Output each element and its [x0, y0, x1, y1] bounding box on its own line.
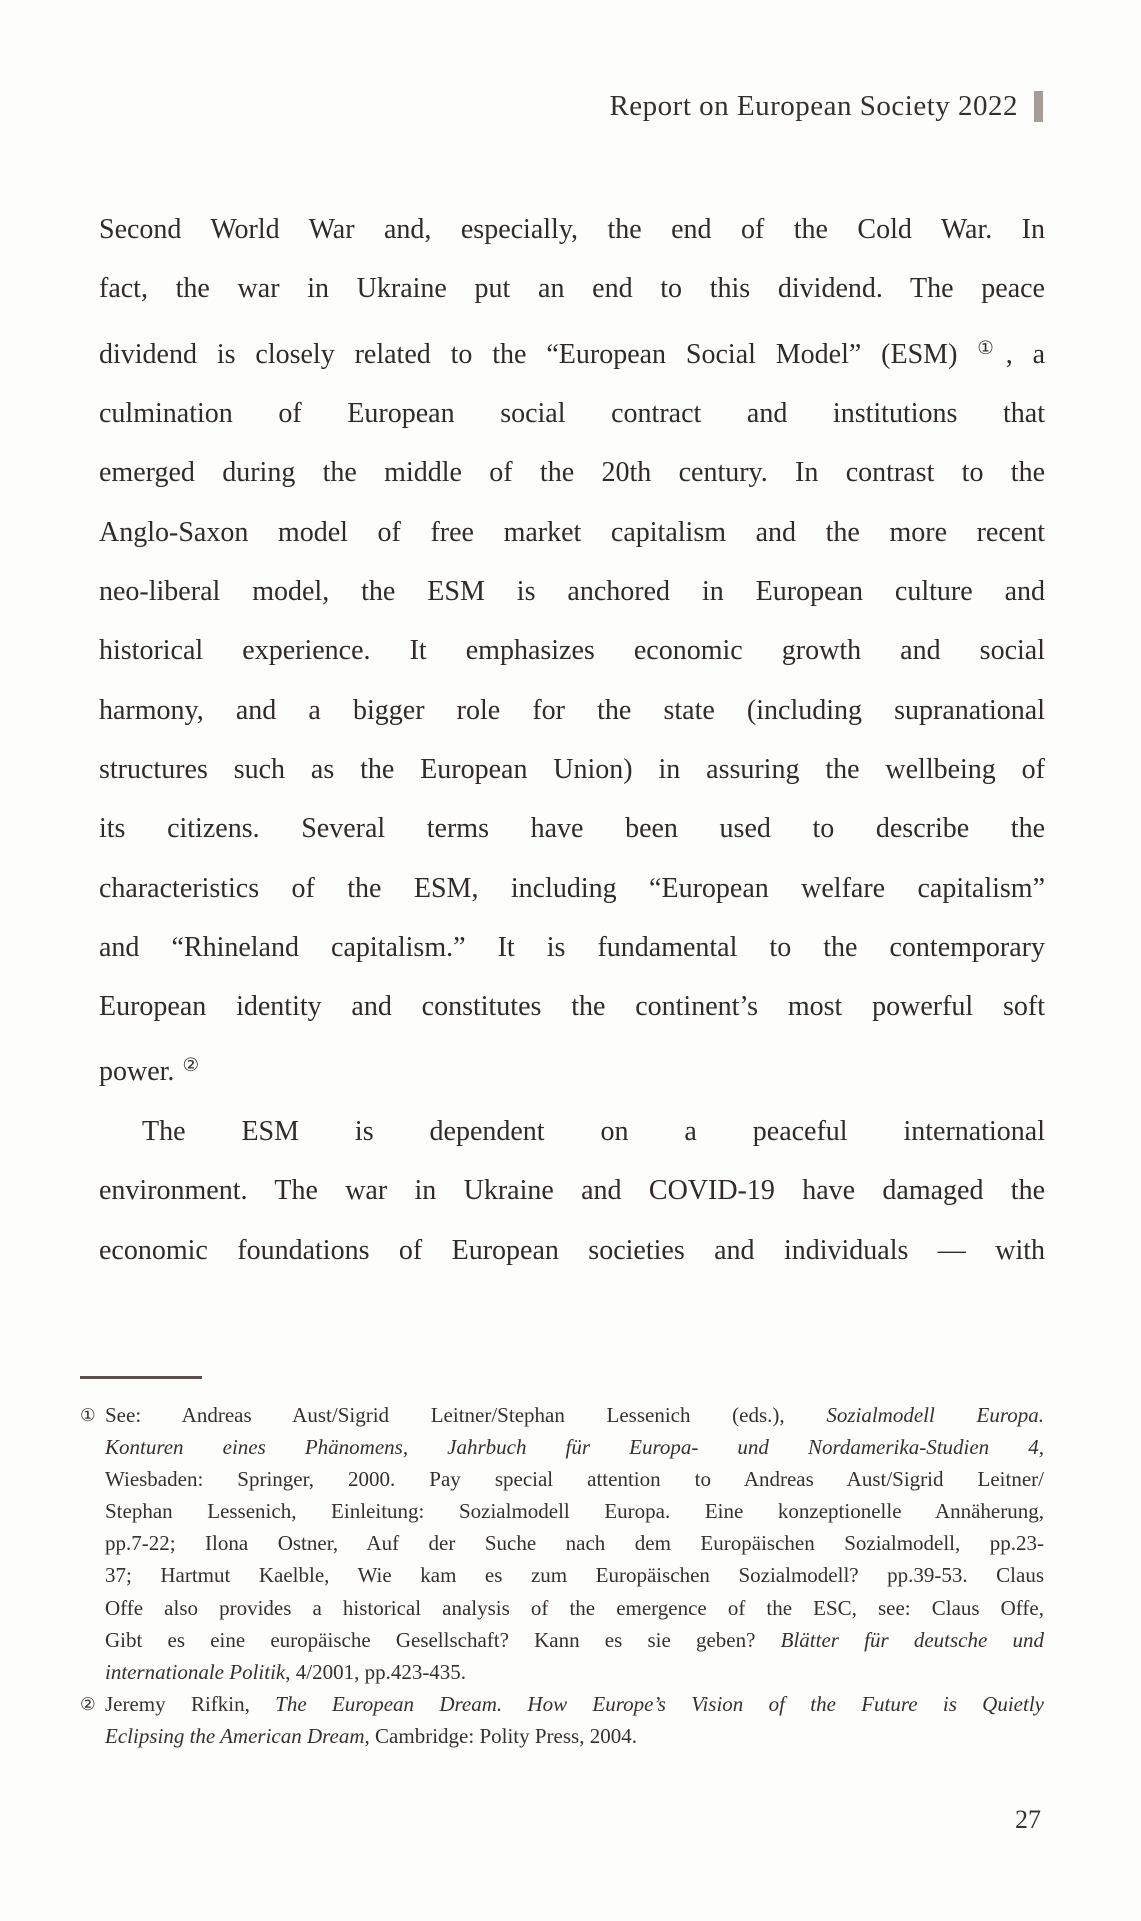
footnotes: [80, 1399, 1044, 1752]
body-line-paragraph-start: The ESM is dependent on a peaceful international: [142, 1115, 1045, 1147]
body-line: historical experience. It emphasizes economic growth and social: [99, 635, 1045, 667]
header-accent-bar: [1034, 91, 1043, 122]
footnote-line: 37; Hartmut Kaelble, Wie kam es zum Europäischen Sozialmodell? pp.39-53. Claus: [105, 1563, 1044, 1588]
footnote-reference-1: ①: [977, 337, 1006, 359]
body-line: Second World War and, especially, the end of the Cold War. In: [99, 214, 1045, 245]
body-line: environment. The war in Ukraine and COVID-19 have damaged the: [99, 1175, 1045, 1207]
body-line: neo-liberal model, the ESM is anchored in European culture and: [99, 576, 1045, 608]
footnote-line: Offe also provides a historical analysis of the emergence of the ESC, see: Claus Offe,: [105, 1595, 1044, 1620]
book-title: Sozialmodell Europa.: [826, 1403, 1044, 1427]
body-line: emerged during the middle of the 20th century. In contrast to the: [99, 457, 1045, 489]
body-text: [99, 200, 1045, 1280]
running-head: [609, 88, 1043, 124]
footnote-2: [80, 1688, 1044, 1752]
footnote-line: [105, 1399, 1044, 1431]
body-line: and “Rhineland capitalism.” It is fundamental to the contemporary: [99, 931, 1045, 963]
footnote-line: [105, 1624, 1044, 1656]
running-title: Report on European Society 2022: [609, 90, 1018, 122]
footnote-separator: [80, 1376, 202, 1379]
book-title: Konturen eines Phänomens, Jahrbuch für Europa- und Nordamerika-Studien 4,: [105, 1435, 1044, 1460]
footnote-line: Stephan Lessenich, Einleitung: Sozialmodell Europa. Eine konzeptionelle Annäherung,: [105, 1499, 1044, 1524]
body-line: harmony, and a bigger role for the state (including supranational: [99, 694, 1045, 726]
body-line: [99, 319, 1045, 385]
body-line-paragraph-end: [99, 1036, 1045, 1102]
body-line: European identity and constitutes the continent’s most powerful soft: [99, 991, 1045, 1023]
footnote-line: [105, 1656, 1044, 1688]
journal-title: internationale Politik: [105, 1659, 286, 1684]
page-number: 27: [1015, 1805, 1041, 1834]
footnote-1: [80, 1399, 1044, 1688]
body-line: fact, the war in Ukraine put an end to this dividend. The peace: [99, 273, 1045, 305]
book-title: The European Dream. How Europe’s Vision of the Future is Quietly: [275, 1691, 1044, 1716]
text-segment: power.: [99, 1056, 183, 1088]
footnote-reference-2: ②: [182, 1055, 199, 1077]
text-segment: See: Andreas Aust/Sigrid Leitner/Stephan Lessenich (eds.),: [105, 1403, 827, 1427]
text-segment: dividend is closely related to the “European Social Model” (ESM): [99, 338, 978, 370]
body-line: Anglo-Saxon model of free market capitalism and the more recent: [99, 516, 1045, 548]
body-line: culmination of European social contract and institutions that: [99, 398, 1045, 430]
text-segment: Jeremy Rifkin,: [105, 1691, 276, 1716]
footnote-1-marker: ①: [80, 1406, 96, 1426]
text-segment: , a: [1005, 338, 1045, 370]
book-title: Eclipsing the American Dream: [105, 1723, 365, 1748]
footnote-2-marker: ②: [80, 1694, 96, 1715]
body-line: structures such as the European Union) in assuring the wellbeing of: [99, 753, 1045, 785]
footnote-line: pp.7-22; Ilona Ostner, Auf der Suche nach dem Europäischen Sozialmodell, pp.23-: [105, 1531, 1044, 1556]
footnote-line: Wiesbaden: Springer, 2000. Pay special attention to Andreas Aust/Sigrid Leitner/: [105, 1467, 1044, 1492]
body-line: characteristics of the ESM, including “European welfare capitalism”: [99, 872, 1045, 904]
text-segment: , Cambridge: Polity Press, 2004.: [364, 1723, 637, 1748]
body-line: economic foundations of European societies and individuals — with: [99, 1234, 1045, 1266]
footnote-line: [105, 1720, 1044, 1752]
journal-title: Blätter für deutsche und: [780, 1627, 1044, 1652]
footnote-line: [105, 1688, 1044, 1720]
text-segment: Gibt es eine europäische Gesellschaft? Kann es sie geben?: [105, 1627, 781, 1652]
body-line: its citizens. Several terms have been used to describe the: [99, 813, 1045, 845]
text-segment: , 4/2001, pp.423-435.: [285, 1659, 467, 1684]
